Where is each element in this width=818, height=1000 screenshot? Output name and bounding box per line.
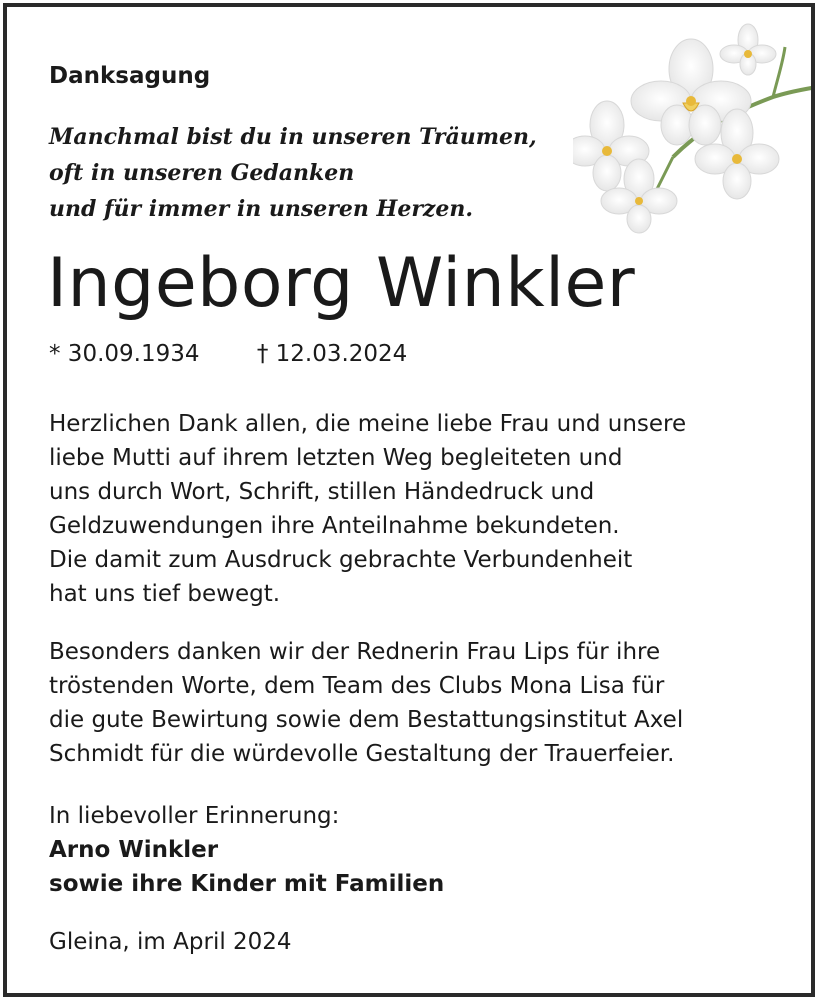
- text-line: hat uns tief bewegt.: [49, 581, 281, 607]
- poem-line: und für immer in unseren Herzen.: [49, 196, 474, 222]
- text-line: Geldzuwendungen ihre Anteilnahme bekundeten.: [49, 513, 620, 539]
- poem-line: Manchmal bist du in unseren Träumen,: [49, 124, 537, 150]
- family-line: sowie ihre Kinder mit Familien: [49, 871, 445, 897]
- text-line: uns durch Wort, Schrift, stillen Händedruck und: [49, 479, 595, 505]
- life-dates: [49, 341, 407, 367]
- text-line: Schmidt für die würdevolle Gestaltung der Trauerfeier.: [49, 741, 675, 767]
- deceased-name: Ingeborg Winkler: [47, 244, 636, 323]
- special-thanks-paragraph: [49, 635, 683, 771]
- place-date: Gleina, im April 2024: [49, 929, 292, 955]
- text-line: liebe Mutti auf ihrem letzten Weg begleiteten und: [49, 445, 623, 471]
- orchid-flower-icon: [573, 17, 815, 237]
- obituary-card: [3, 3, 815, 997]
- poem-line: oft in unseren Gedanken: [49, 160, 355, 186]
- closing-block: [49, 799, 444, 901]
- death-date: † 12.03.2024: [256, 341, 408, 367]
- text-line: die gute Bewirtung sowie dem Bestattungsinstitut Axel: [49, 707, 684, 733]
- text-line: tröstenden Worte, dem Team des Clubs Mona Lisa für: [49, 673, 665, 699]
- closing-intro: In liebevoller Erinnerung:: [49, 803, 340, 829]
- text-line: Herzlichen Dank allen, die meine liebe Frau und unsere: [49, 411, 687, 437]
- text-line: Besonders danken wir der Rednerin Frau Lips für ihre: [49, 639, 661, 665]
- heading: Danksagung: [49, 63, 211, 89]
- birth-date: * 30.09.1934: [49, 341, 200, 367]
- poem: [49, 119, 537, 227]
- thanks-paragraph: [49, 407, 686, 611]
- text-line: Die damit zum Ausdruck gebrachte Verbundenheit: [49, 547, 633, 573]
- signer-name: Arno Winkler: [49, 837, 219, 863]
